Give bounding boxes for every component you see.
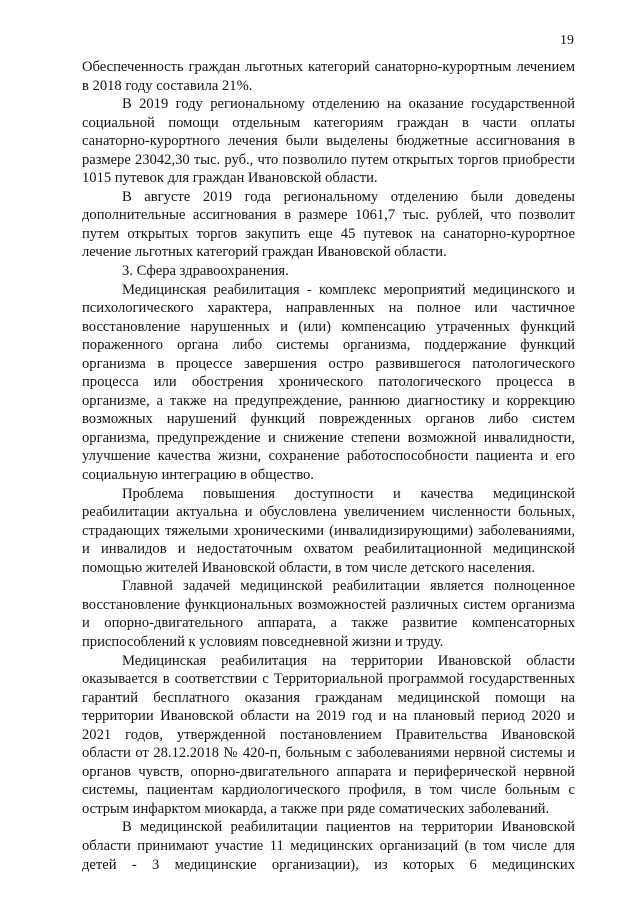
- paragraph-rehabilitation-goal: Главной задачей медицинской реабилитации является полноценное восстановление функциональных возможностей различных систем организма и опорно-двигательного аппарата, а также развитие компенсаторных приспособлений к условиям повседневной жизни и труду.: [82, 578, 575, 650]
- paragraph-rehabilitation-organizations: В медицинской реабилитации пациентов на территории Ивановской области принимают участие 11 медицинских организаций (в том числе для детей - 3 медицинские организации), из которых 6 медицинских: [82, 819, 575, 873]
- document-body: [82, 58, 575, 874]
- section-heading-healthcare: 3. Сфера здравоохранения.: [122, 263, 289, 280]
- paragraph-budget-2019: В 2019 году региональному отделению на оказание государственной социальной помощи отдельным категориям граждан в части оплаты санаторно-курортного лечения были выделены бюджетные ассигнования в размере 23042,30 тыс. руб., что позволило путем открытых торгов приобрести 1015 путевок для граждан Ивановской области.: [82, 96, 575, 187]
- paragraph-august-2019: В августе 2019 года региональному отделению были доведены дополнительные ассигнования в размере 1061,7 тыс. рублей, что позволит путем открытых торгов закупить еще 45 путевок на санаторно-курортное лечение льготных категорий граждан Ивановской области.: [82, 188, 575, 261]
- paragraph-rehabilitation-definition: Медицинская реабилитация - комплекс мероприятий медицинского и психологического характера, направленных на полное или частичное восстановление нарушенных и (или) компенсацию утраченных функций пораженного органа либо системы организма, поддержание функций организма в процессе завершения остро развившегося патологического процесса или обострения хронического патологического процесса в организме, а также на предупреждение, раннюю диагностику и коррекцию возможных нарушений функций поврежденных органов либо систем организма, предупреждение и снижение степени возможной инвалидности, улучшение качества жизни, сохранение работоспособности пациента и его социальную интеграцию в общество.: [82, 281, 575, 484]
- paragraph-rehabilitation-program: Медицинская реабилитация на территории Ивановской области оказывается в соответствии с Территориальной программой государственных гарантий бесплатного оказания гражданам медицинской помощи на территории Ивановской области на 2019 год и на плановый период 2020 и 2021 годов, утвержденной постановлением Правительства Ивановской области от 28.12.2018 № 420-п, больным с заболеваниями нервной системы и органов чувств, опорно-двигательного аппарата и периферической нервной системы, пациентам кардиологического профиля, в том числе больным с острым инфарктом миокарда, а также при ряде соматических заболеваний.: [82, 652, 575, 817]
- paragraph-rehabilitation-problem: Проблема повышения доступности и качества медицинской реабилитации актуальна и обусловлена увеличением численности больных, страдающих тяжелыми хроническими (инвалидизирующими) заболеваниями, и инвалидов и недостаточным охватом реабилитационной медицинской помощью жителей Ивановской области, в том числе детского населения.: [82, 485, 575, 576]
- page-number: 19: [560, 33, 574, 48]
- paragraph-sanatorium-coverage: Обеспеченность граждан льготных категорий санаторно-курортным лечением в 2018 году составила 21%.: [82, 59, 575, 94]
